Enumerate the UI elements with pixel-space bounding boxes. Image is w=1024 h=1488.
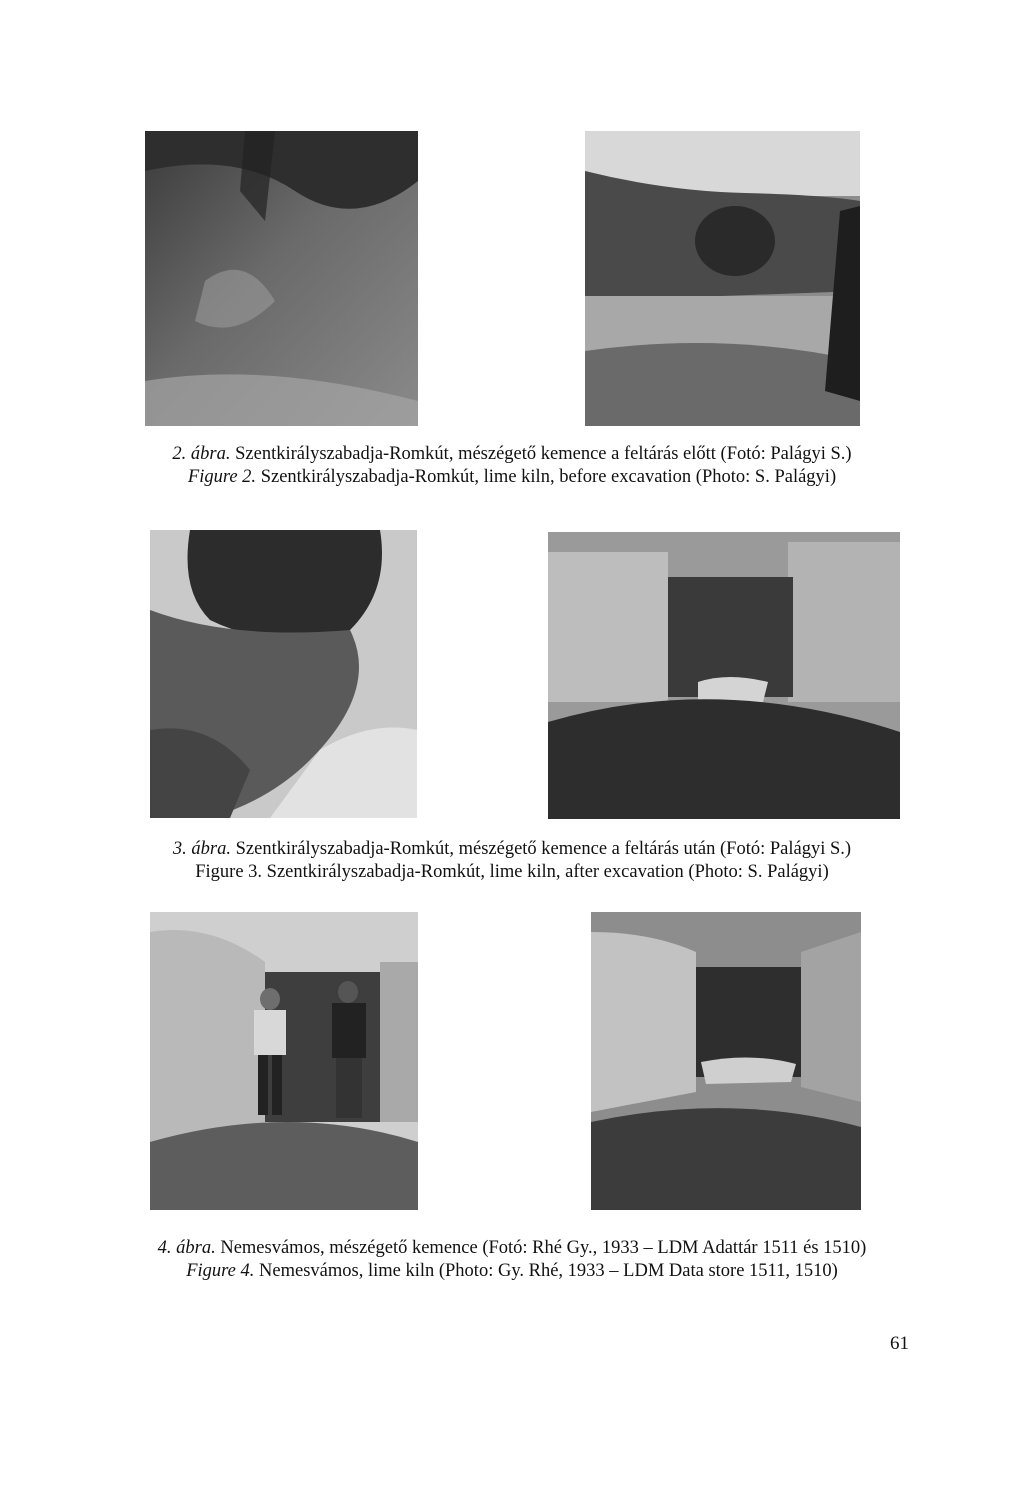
figure-4-caption — [0, 1237, 1024, 1283]
figure-3-label-hu: 3. ábra. — [172, 839, 231, 859]
figure-3-photo-right — [548, 532, 900, 819]
figure-3-photo-left — [150, 530, 417, 818]
figure-4-text-hu: Nemesvámos, mészégető kemence (Fotó: Rhé Gy., 1933 – LDM Adattár 1511 és 1510) — [215, 1238, 867, 1258]
figure-2-photo-left — [145, 131, 418, 426]
figure-4-caption-en — [0, 1260, 1024, 1283]
figure-2-caption — [0, 443, 1024, 489]
figure-2-label-hu: 2. ábra. — [172, 444, 231, 464]
figure-4-photo-right — [591, 912, 861, 1210]
figure-3-text-en: Figure 3. Szentkirályszabadja-Romkút, lime kiln, after excavation (Photo: S. Palágyi) — [195, 862, 829, 882]
page-number: 61 — [890, 1333, 909, 1354]
figure-3-text-hu: Szentkirályszabadja-Romkút, mészégető kemence a feltárás után (Fotó: Palágyi S.) — [231, 839, 852, 859]
figure-4-photo-left — [150, 912, 418, 1210]
figure-3-caption — [0, 838, 1024, 884]
figure-2-text-hu: Szentkirályszabadja-Romkút, mészégető kemence a feltárás előtt (Fotó: Palágyi S.) — [230, 444, 852, 464]
figure-4-caption-hu — [0, 1237, 1024, 1260]
figure-2-caption-en — [0, 466, 1024, 489]
figure-2-text-en: Szentkirályszabadja-Romkút, lime kiln, before excavation (Photo: S. Palágyi) — [256, 467, 837, 487]
figure-4-label-en: Figure 4. — [186, 1261, 255, 1281]
figure-2-caption-hu — [0, 443, 1024, 466]
figure-2-label-en: Figure 2. — [187, 467, 257, 487]
figure-3-caption-hu — [0, 838, 1024, 861]
figure-3-caption-en — [0, 861, 1024, 884]
figure-4-text-en: Nemesvámos, lime kiln (Photo: Gy. Rhé, 1933 – LDM Data store 1511, 1510) — [254, 1261, 838, 1281]
figure-4-label-hu: 4. ábra. — [157, 1238, 216, 1258]
figure-2-photo-right — [585, 131, 860, 426]
